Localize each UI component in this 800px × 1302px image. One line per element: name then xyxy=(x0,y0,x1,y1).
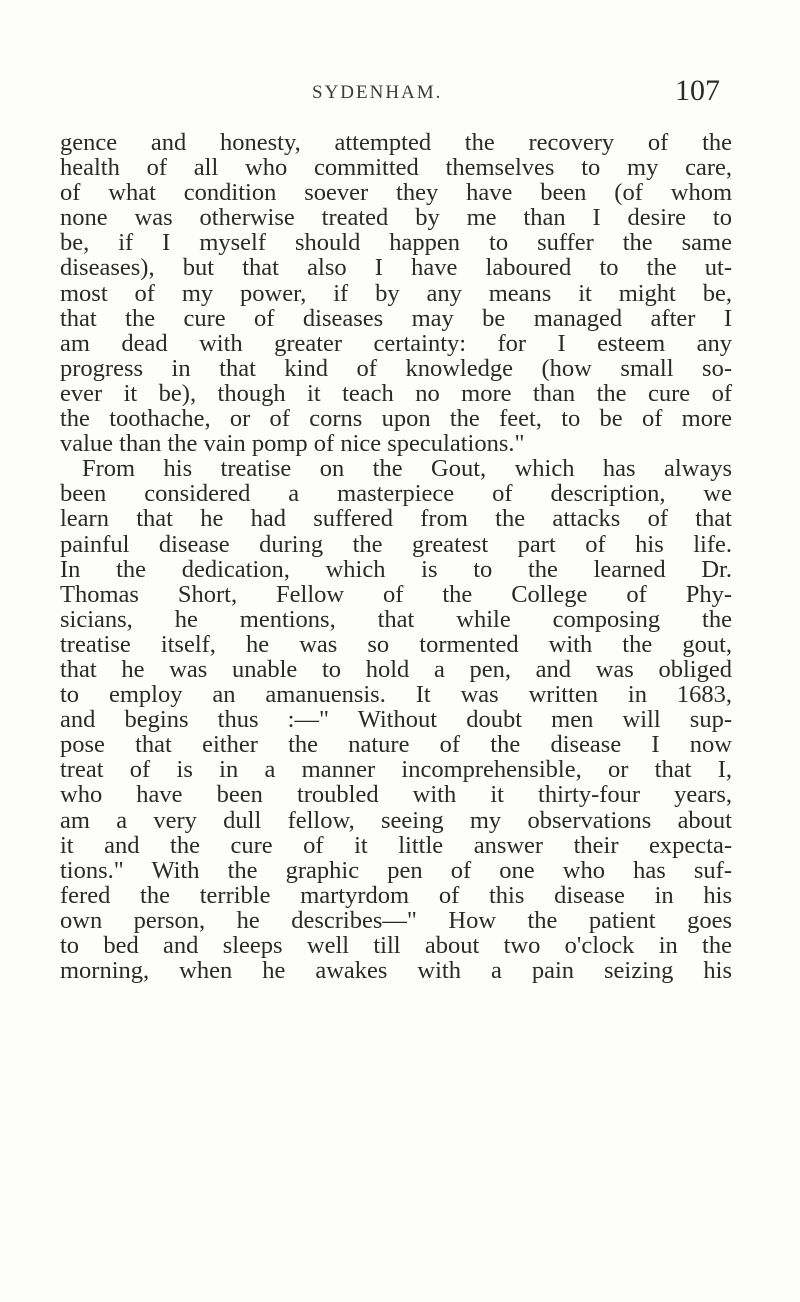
text-line: painful disease during the greatest part of his life. xyxy=(60,530,732,558)
text-line: morning, when he awakes with a pain seizing his xyxy=(60,957,732,985)
text-line: sicians, he mentions, that while composing the xyxy=(60,605,732,633)
text-line: and begins thus :—" Without doubt men will sup- xyxy=(60,706,732,734)
text-line: progress in that kind of knowledge (how small so- xyxy=(60,354,732,382)
text-line: treat of is in a manner incomprehensible, or that I, xyxy=(60,756,732,784)
text-line: been considered a masterpiece of description, we xyxy=(60,480,732,508)
text-line: gence and honesty, attempted the recovery of the xyxy=(60,129,732,156)
text-line: value than the vain pomp of nice speculations." xyxy=(60,430,525,458)
text-line: of what condition soever they have been (of whom xyxy=(60,179,732,207)
text-line: am dead with greater certainty: for I esteem any xyxy=(60,329,732,357)
text-line: to bed and sleeps well till about two o'clock in the xyxy=(60,932,732,959)
text-line: most of my power, if by any means it might be, xyxy=(60,279,732,307)
text-line: In the dedication, which is to the learned Dr. xyxy=(60,555,732,583)
text-line: fered the terrible martyrdom of this disease in his xyxy=(60,881,732,909)
text-line: be, if I myself should happen to suffer the same xyxy=(60,229,732,257)
text-line: none was otherwise treated by me than I desire to xyxy=(60,204,732,232)
page-number: 107 xyxy=(675,74,720,107)
text-line: who have been troubled with it thirty-four years, xyxy=(60,781,732,809)
text-line: the toothache, or of corns upon the feet, to be of more xyxy=(60,405,732,433)
text-line: pose that either the nature of the disease I now xyxy=(60,731,732,759)
paragraph-start-line: From his treatise on the Gout, which has always xyxy=(82,455,732,483)
text-line: health of all who committed themselves to my care, xyxy=(60,154,732,182)
text-line: that the cure of diseases may be managed after I xyxy=(60,304,732,332)
text-line: treatise itself, he was so tormented with the gout, xyxy=(60,630,732,658)
text-line: it and the cure of it little answer their expecta- xyxy=(60,831,732,859)
text-line: to employ an amanuensis. It was written in 1683, xyxy=(60,681,732,709)
text-line: tions." With the graphic pen of one who has suf- xyxy=(60,856,732,884)
text-line: diseases), but that also I have laboured to the ut- xyxy=(60,254,732,282)
text-line: am a very dull fellow, seeing my observations about xyxy=(60,806,732,834)
text-line: Thomas Short, Fellow of the College of Phy- xyxy=(60,580,732,608)
text-line: own person, he describes—" How the patient goes xyxy=(60,906,732,934)
text-line: ever it be), though it teach no more than the cure of xyxy=(60,379,732,407)
page-header xyxy=(60,74,720,114)
running-head: SYDENHAM. xyxy=(312,82,443,103)
body-text xyxy=(60,130,732,983)
text-line: that he was unable to hold a pen, and was obliged xyxy=(60,655,732,683)
text-line: learn that he had suffered from the attacks of that xyxy=(60,505,732,533)
